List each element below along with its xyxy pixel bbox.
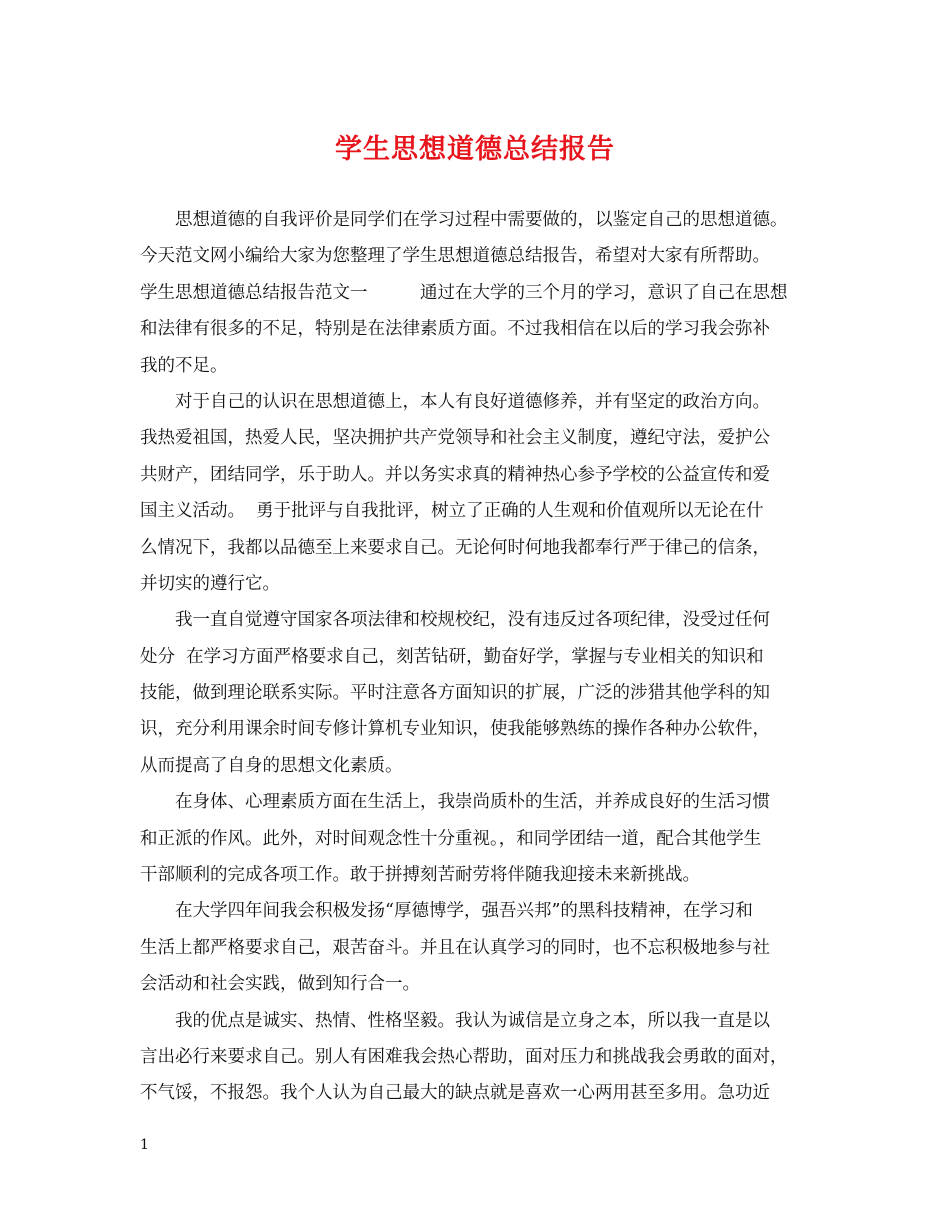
page-number: 1 bbox=[140, 1137, 149, 1153]
text-line: 么情况下，我都以品德至上来要求自己。无论何时何地我都奉行严于律己的信条， bbox=[140, 537, 770, 558]
text-line: 识，充分利用课余时间专修计算机专业知识，使我能够熟练的操作各种办公软件， bbox=[140, 719, 770, 740]
text-line: 我的优点是诚实、热情、性格坚毅。我认为诚信是立身之本，所以我一直是以 bbox=[140, 1010, 770, 1031]
text-line: 会活动和社会实践，做到知行合一。 bbox=[140, 974, 420, 995]
text-line: 学生思想道德总结报告范文一 通过在大学的三个月的学习，意识了自己在思想 bbox=[140, 282, 788, 303]
text-line: 和法律有很多的不足，特别是在法律素质方面。不过我相信在以后的学习我会弥补 bbox=[140, 319, 770, 340]
document-body bbox=[140, 202, 840, 1112]
text-line: 今天范文网小编给大家为您整理了学生思想道德总结报告，希望对大家有所帮助。 bbox=[140, 246, 770, 267]
text-line: 并切实的遵行它。 bbox=[140, 573, 280, 594]
text-line: 思想道德的自我评价是同学们在学习过程中需要做的，以鉴定自己的思想道德。 bbox=[140, 210, 788, 230]
text-line: 对于自己的认识在思想道德上，本人有良好道德修养，并有坚定的政治方向。 bbox=[140, 391, 770, 412]
text-line: 我的不足。 bbox=[140, 355, 228, 376]
text-line: 和正派的作风。此外，对时间观念性十分重视。，和同学团结一道，配合其他学生 bbox=[140, 828, 762, 849]
text-line: 不气馁，不报怨。我个人认为自己最大的缺点就是喜欢一心两用甚至多用。急功近 bbox=[140, 1083, 770, 1104]
text-line: 处分 在学习方面严格要求自己，刻苦钻研，勤奋好学，掌握与专业相关的知识和 bbox=[140, 646, 764, 667]
text-line: 共财产，团结同学，乐于助人。并以务实求真的精神热心参予学校的公益宣传和爱 bbox=[140, 464, 770, 485]
text-line: 国主义活动。 勇于批评与自我批评，树立了正确的人生观和价值观所以无论在什 bbox=[140, 501, 764, 522]
text-line: 言出必行来要求自己。别人有困难我会热心帮助，面对压力和挑战我会勇敢的面对， bbox=[140, 1046, 788, 1067]
text-line: 技能，做到理论联系实际。平时注意各方面知识的扩展，广泛的涉猎其他学科的知 bbox=[140, 683, 770, 704]
text-line: 干部顺利的完成各项工作。敢于拼搏刻苦耐劳将伴随我迎接未来新挑战。 bbox=[140, 865, 700, 886]
text-line: 我一直自觉遵守国家各项法律和校规校纪，没有违反过各项纪律，没受过任何 bbox=[140, 610, 770, 631]
text-line: 从而提高了自身的思想文化素质。 bbox=[140, 755, 403, 776]
text-line: 生活上都严格要求自己，艰苦奋斗。并且在认真学习的同时，也不忘积极地参与社 bbox=[140, 937, 770, 958]
text-line: 我热爱祖国，热爱人民，坚决拥护共产党领导和社会主义制度，遵纪守法，爱护公 bbox=[140, 428, 770, 449]
document-title: 学生思想道德总结报告 bbox=[335, 134, 615, 165]
text-line: 在大学四年间我会积极发扬“厚德博学，强吾兴邦”的黑科技精神，在学习和 bbox=[140, 901, 753, 922]
text-line: 在身体、心理素质方面在生活上，我崇尚质朴的生活，并养成良好的生活习惯 bbox=[140, 792, 770, 813]
